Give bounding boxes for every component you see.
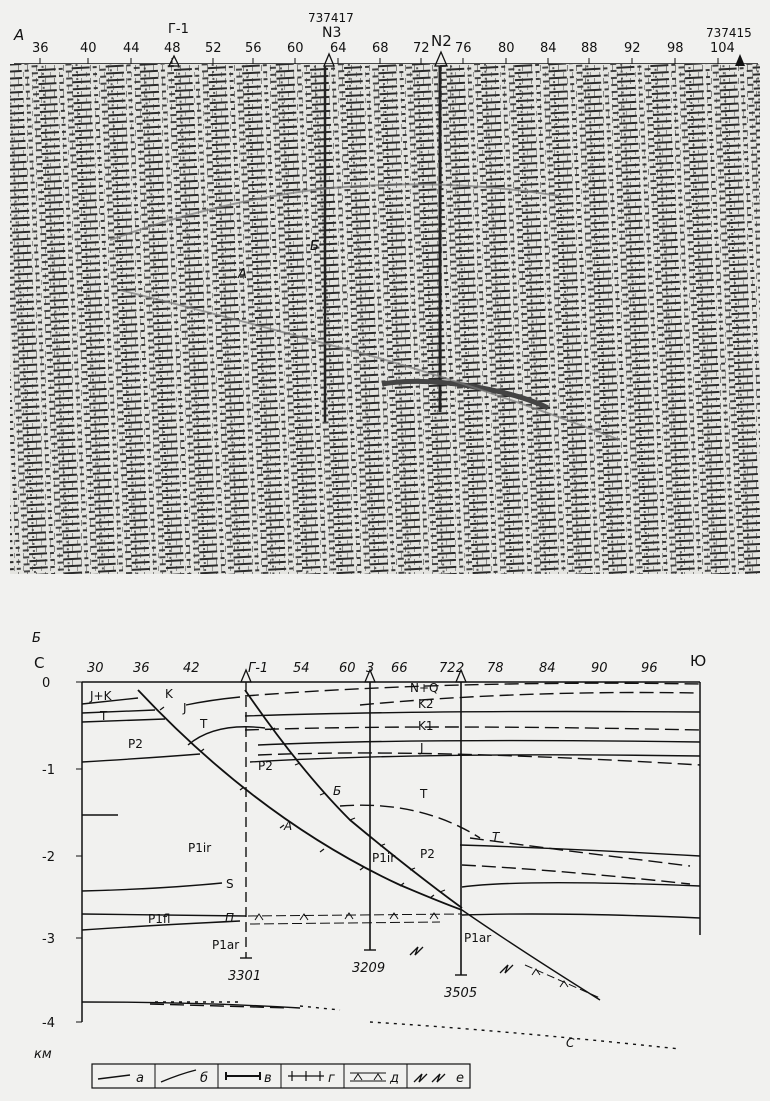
unit-k2: K2 xyxy=(418,697,434,711)
svg-text:д: д xyxy=(390,1071,399,1086)
marker-n2-label: N2 xyxy=(431,32,452,50)
seismic-noise xyxy=(10,64,760,574)
legend-item-b xyxy=(161,1070,208,1086)
depth-unit: км xyxy=(34,1047,52,1062)
unit-p2-mid: P2 xyxy=(258,759,273,773)
panel-b-depth-label: -4 xyxy=(42,1016,55,1031)
legend-item-a xyxy=(98,1071,144,1086)
well-3209-label: 3209 xyxy=(352,961,386,976)
zigzag-mark-1 xyxy=(410,947,423,955)
panel-a-tick-label: 52 xyxy=(205,41,222,56)
legend-item-g xyxy=(288,1071,335,1086)
panel-b-depth-axis xyxy=(42,676,82,1031)
panel-b-depth-label: -3 xyxy=(42,932,55,947)
panel-a-tick-label: 72 xyxy=(413,41,430,56)
svg-text:г: г xyxy=(328,1071,335,1086)
unit-k1: K1 xyxy=(418,719,434,733)
panel-a-tick-label: 64 xyxy=(330,41,347,56)
zigzag-mark-2 xyxy=(500,965,513,973)
svg-text:б: б xyxy=(200,1071,209,1086)
panel-b-distance-axis xyxy=(87,661,658,676)
unit-p1ar-right: P1ar xyxy=(464,931,492,945)
panel-a-tick-label: 48 xyxy=(164,41,181,56)
well-3505 xyxy=(444,670,477,1001)
panel-b-tick-label: 36 xyxy=(133,661,150,676)
unit-t-right: T xyxy=(420,787,428,801)
legend xyxy=(92,1064,470,1088)
unit-j-left: J xyxy=(183,701,187,715)
panel-a-tick-label: 40 xyxy=(80,41,97,56)
fault-b-label: Б xyxy=(333,784,342,798)
panel-b-tick-label: 30 xyxy=(87,661,104,676)
marker-n3 xyxy=(308,11,354,66)
marker-n3-id: 737417 xyxy=(308,11,354,25)
panel-b-tick-label: 96 xyxy=(641,661,658,676)
lower-fault xyxy=(462,910,600,1000)
horizon-c-label: C xyxy=(566,1036,575,1050)
panel-a-tick-label: 84 xyxy=(540,41,557,56)
panel-b-tick-label: Г-1 xyxy=(248,661,269,676)
unit-p2-right: P2 xyxy=(420,847,435,861)
legend-item-v xyxy=(226,1071,272,1086)
unit-p1ir: P1ir xyxy=(188,841,212,855)
panel-b-tick-label: 42 xyxy=(183,661,200,676)
unit-t-left: T xyxy=(100,709,108,723)
panel-b-tick-label: 84 xyxy=(539,661,556,676)
svg-text:в: в xyxy=(264,1071,272,1086)
panel-a-tick-label: 104 xyxy=(710,41,735,56)
fault-a xyxy=(138,690,462,910)
panel-a-tick-label: 88 xyxy=(581,41,598,56)
panel-a-tick-label: 80 xyxy=(498,41,515,56)
unit-pi: П xyxy=(225,911,235,925)
legend-item-e xyxy=(414,1071,464,1086)
horizon-b-label: Б xyxy=(310,239,319,254)
well-3301 xyxy=(228,670,261,984)
panel-b-depth-label: -1 xyxy=(42,763,55,778)
panel-a-tick-label: 36 xyxy=(32,41,49,56)
unit-p1ir-mid: P1ir xyxy=(372,851,396,865)
well-3209 xyxy=(352,670,385,976)
panel-b xyxy=(32,631,706,1062)
salt-layer xyxy=(248,913,600,998)
unit-p2-left: P2 xyxy=(128,737,143,751)
unit-jk: J+K xyxy=(90,689,112,703)
unit-s: S xyxy=(226,877,234,891)
horizon-a-label: А xyxy=(238,267,247,282)
panel-b-depth-label: 0 xyxy=(42,676,51,691)
dashed-boundaries xyxy=(150,683,700,1049)
panel-b-tick-label: 78 xyxy=(487,661,504,676)
panel-b-tick-label: 60 xyxy=(339,661,356,676)
panel-a-tick-label: 44 xyxy=(123,41,140,56)
unit-nq: N+Q xyxy=(410,681,439,695)
direction-south: Ю xyxy=(690,652,707,670)
unit-p1ar: P1ar xyxy=(212,938,240,952)
legend-item-d xyxy=(350,1071,399,1086)
panel-b-tick-label: 90 xyxy=(591,661,608,676)
marker-n3-label: N3 xyxy=(322,25,342,41)
panel-b-tick-label: 66 xyxy=(391,661,408,676)
marker-g1-label: Г-1 xyxy=(168,22,189,37)
well-3301-label: 3301 xyxy=(228,969,262,984)
panel-a-tick-label: 98 xyxy=(667,41,684,56)
direction-north: С xyxy=(34,654,45,672)
panel-a xyxy=(10,11,760,574)
unit-j-right: J xyxy=(420,741,424,755)
svg-text:а: а xyxy=(136,1071,144,1086)
panel-a-tick-label: 60 xyxy=(287,41,304,56)
panel-b-tick-label: 72 xyxy=(439,661,456,676)
panel-a-tick-label: 76 xyxy=(455,41,472,56)
marker-n2 xyxy=(431,32,452,66)
well-3505-label: 3505 xyxy=(444,986,478,1001)
unit-p1fl: P1fl xyxy=(148,912,171,926)
unit-k-left: K xyxy=(165,687,173,701)
panel-a-label: А xyxy=(14,26,25,44)
panel-a-distance-axis xyxy=(32,41,735,66)
svg-text:е: е xyxy=(456,1071,464,1086)
unit-t-right2: T xyxy=(492,830,500,844)
unit-t-mid: T xyxy=(200,717,208,731)
panel-b-tick-label: 2 xyxy=(456,661,465,676)
panel-a-tick-label: 92 xyxy=(624,41,641,56)
panel-a-tick-label: 68 xyxy=(372,41,389,56)
panel-a-tick-label: 56 xyxy=(245,41,262,56)
fault-a-label: А xyxy=(284,819,293,833)
panel-b-tick-label: 54 xyxy=(293,661,310,676)
panel-b-tick-label: 3 xyxy=(366,661,375,676)
panel-b-depth-label: -2 xyxy=(42,850,55,865)
panel-b-label: Б xyxy=(32,631,41,646)
marker-737415-id: 737415 xyxy=(706,26,752,40)
unit-labels xyxy=(89,681,575,1050)
